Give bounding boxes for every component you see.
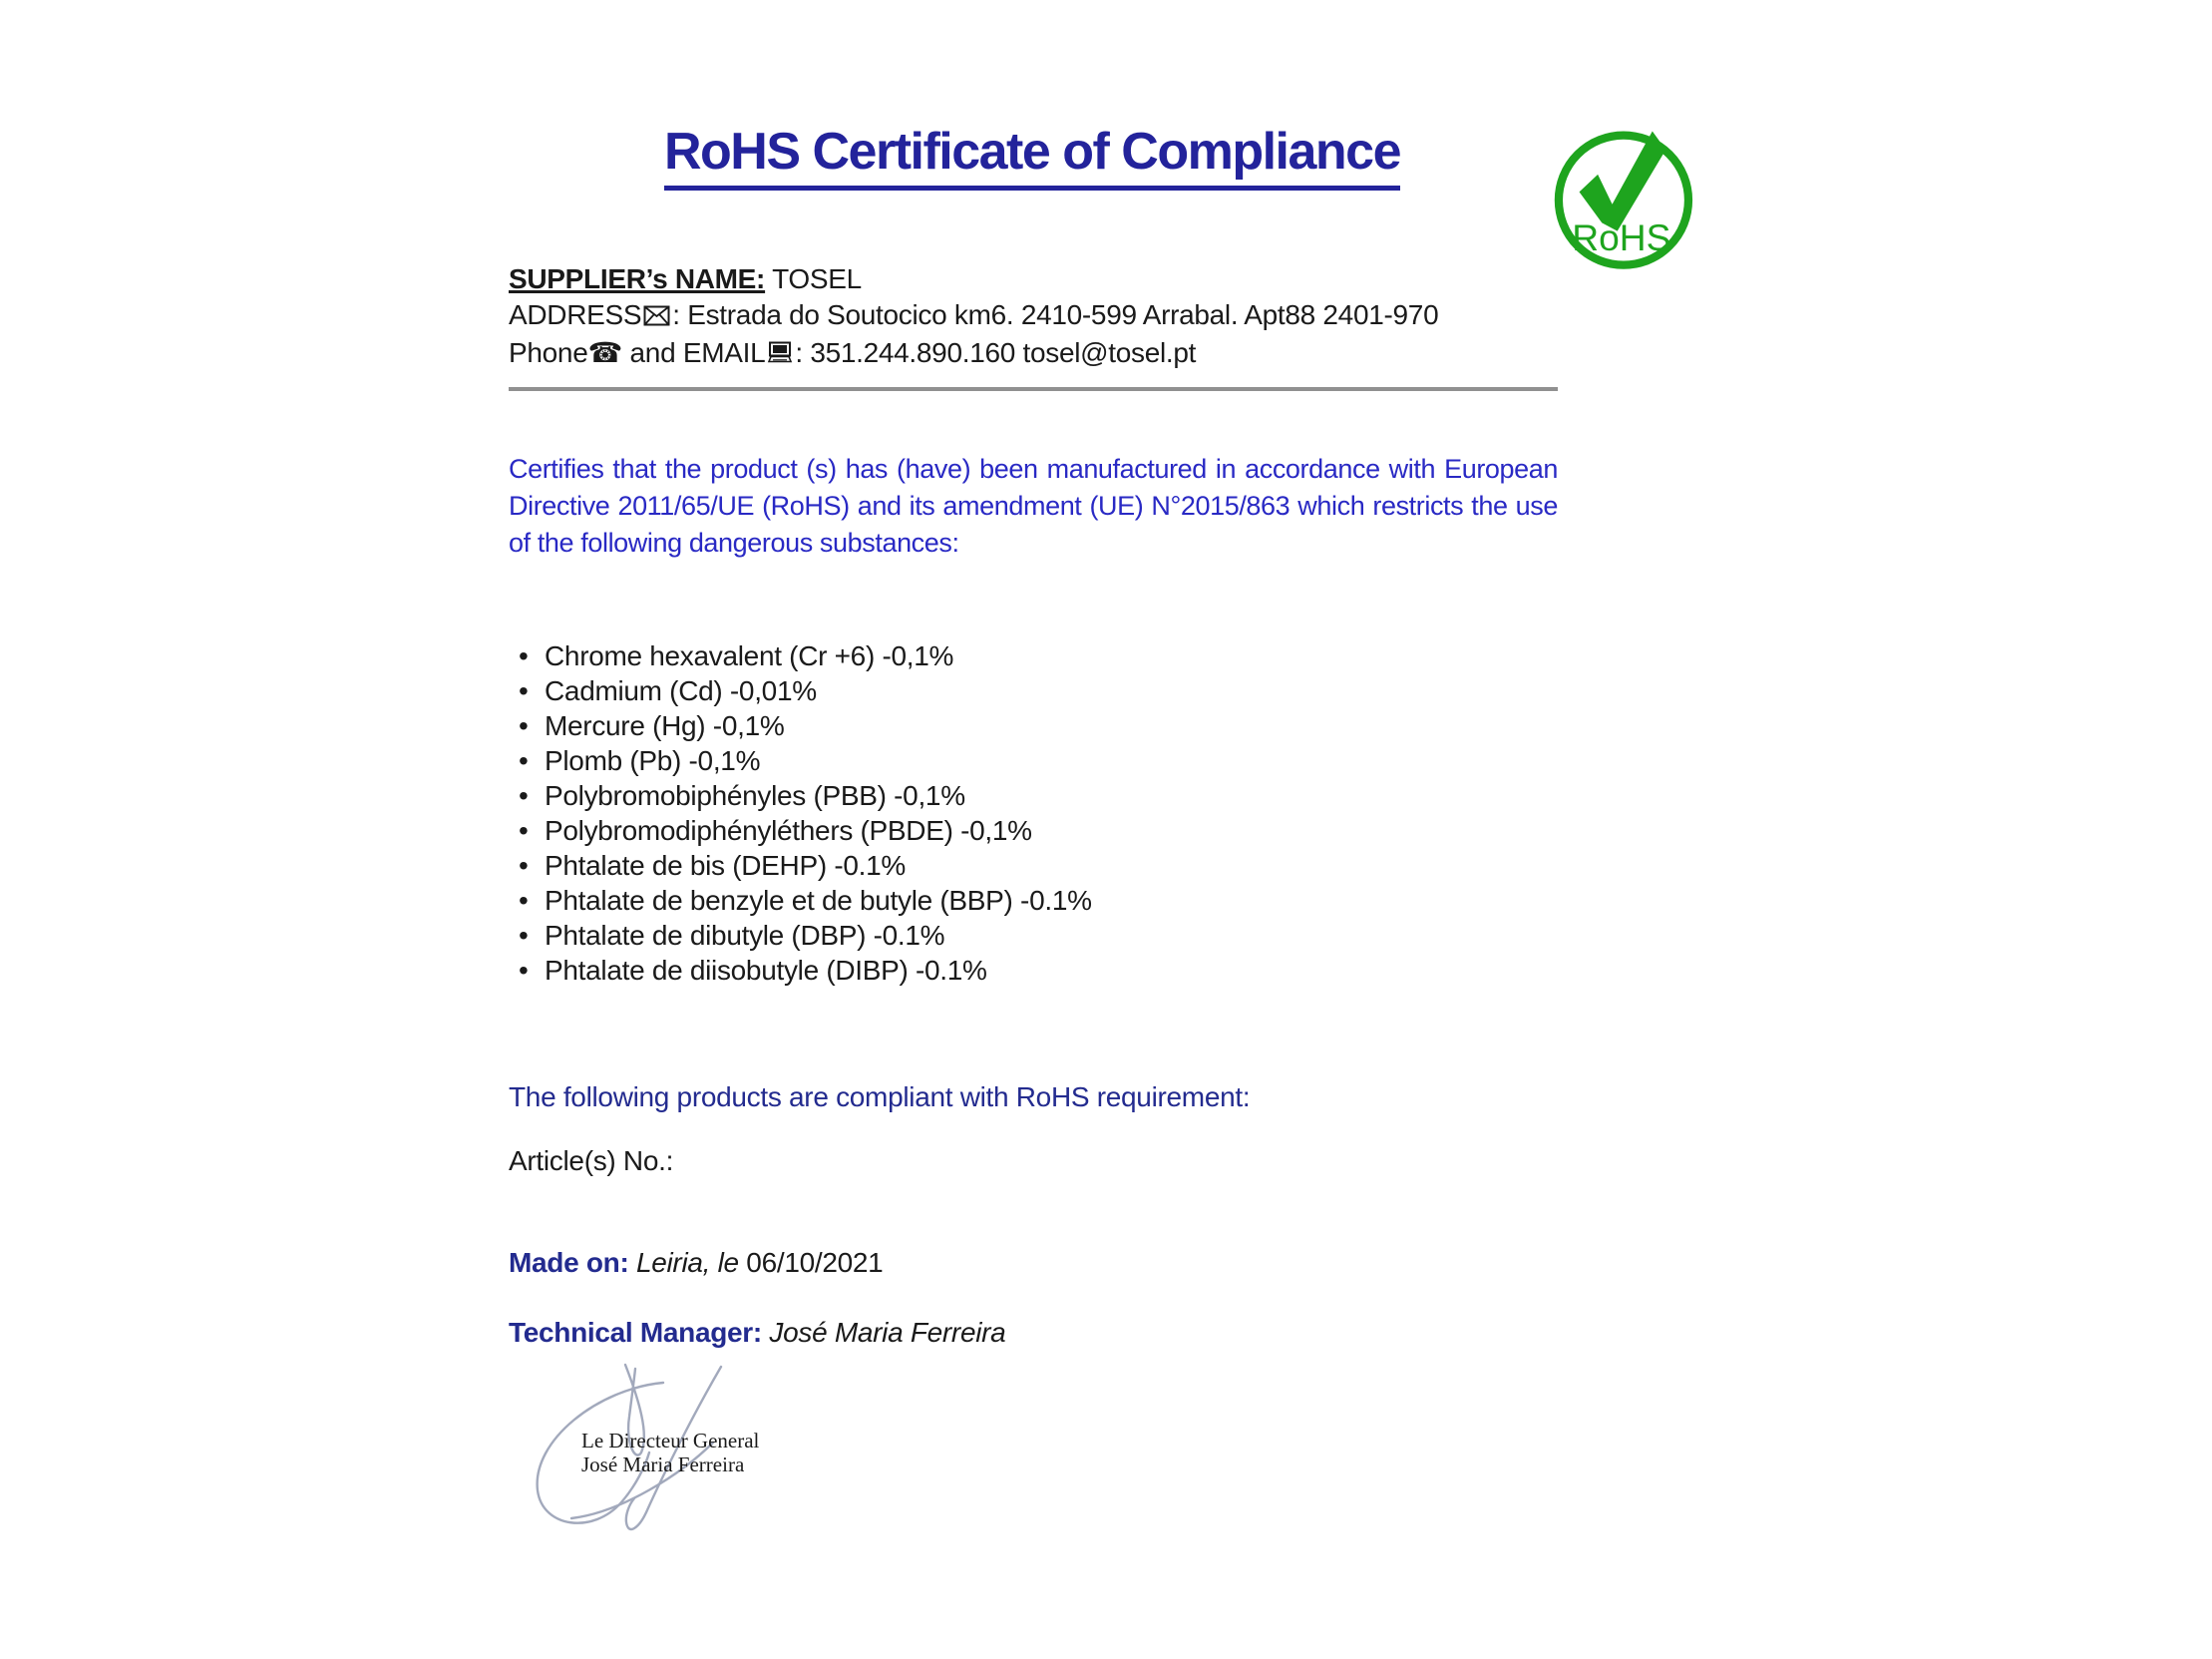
telephone-icon: ☎ [587, 336, 623, 369]
made-on-date: 06/10/2021 [738, 1247, 884, 1278]
technical-manager-line [509, 1317, 1005, 1349]
signature-name: José Maria Ferreira [581, 1452, 745, 1476]
substance-item-text: Phtalate de bis (DEHP) -0.1% [545, 850, 906, 881]
list-item [519, 673, 1516, 708]
address-line [509, 297, 1566, 335]
substance-item-text: Phtalate de dibutyle (DBP) -0.1% [545, 920, 945, 951]
substance-item-text: Phtalate de diisobutyle (DIBP) -0.1% [545, 955, 987, 986]
list-item [519, 953, 1516, 988]
rohs-logo-graphic [1548, 116, 1703, 275]
page-title [509, 122, 1556, 191]
address-label: ADDRESS [509, 299, 642, 330]
list-item [519, 883, 1516, 918]
substance-item-text: Plomb (Pb) -0,1% [545, 745, 761, 776]
bullet-marker: • [519, 710, 529, 741]
list-item [519, 638, 1516, 673]
list-item [519, 848, 1516, 883]
signature-caption [581, 1429, 759, 1476]
list-item [519, 918, 1516, 953]
made-on-label: Made on: [509, 1247, 629, 1278]
substance-item-text: Mercure (Hg) -0,1% [545, 710, 785, 741]
address-value: : Estrada do Soutocico km6. 2410-599 Arrabal. Apt88 2401-970 [672, 299, 1439, 330]
substance-item-text: Chrome hexavalent (Cr +6) -0,1% [545, 640, 954, 671]
divider-rule [509, 387, 1558, 391]
list-item [519, 778, 1516, 813]
articles-label: Article(s) No.: [509, 1145, 674, 1176]
compliance-statement: The following products are compliant with RoHS requirement: [509, 1081, 1251, 1112]
supplier-name-label: SUPPLIER’s NAME: [509, 263, 766, 294]
envelope-icon [643, 299, 670, 335]
rohs-logo [1548, 116, 1703, 275]
logo-label: RoHS [1572, 216, 1671, 259]
bullet-marker: • [519, 745, 529, 776]
substance-item-text: Phtalate de benzyle et de butyle (BBP) -0.1% [545, 885, 1092, 916]
page-title-text: RoHS Certificate of Compliance [664, 122, 1400, 191]
bullet-marker: • [519, 675, 529, 706]
computer-icon [767, 337, 793, 373]
substance-item-text: Cadmium (Cd) -0,01% [545, 675, 817, 706]
bullet-marker: • [519, 885, 529, 916]
technical-manager-value: José Maria Ferreira [761, 1317, 1006, 1348]
certification-statement: Certifies that the product (s) has (have) been manufactured in accordance with European Directive 2011/65/UE (RoHS) and its amendment (UE) N°2015/863 which restricts the use of the following dangerous substances: [509, 454, 1558, 558]
bullet-marker: • [519, 850, 529, 881]
bullet-marker: • [519, 920, 529, 951]
bullet-marker: • [519, 955, 529, 986]
phone-email-line [509, 335, 1566, 373]
technical-manager-label: Technical Manager: [509, 1317, 762, 1348]
made-on-place: Leiria, le [628, 1247, 739, 1278]
supplier-info [509, 261, 1566, 373]
list-item [519, 708, 1516, 743]
made-on-line [509, 1247, 883, 1279]
signature-title: Le Directeur General [581, 1429, 760, 1452]
email-label: and EMAIL [622, 337, 766, 368]
signature-block [514, 1363, 760, 1557]
phone-email-value: : 351.244.890.160 tosel@tosel.pt [795, 337, 1197, 368]
bullet-marker: • [519, 815, 529, 846]
list-item [519, 813, 1516, 848]
substances-list [519, 638, 1516, 988]
supplier-name-line [509, 261, 1566, 297]
supplier-name-value: TOSEL [765, 263, 862, 294]
list-item [519, 743, 1516, 778]
substance-item-text: Polybromobiphényles (PBB) -0,1% [545, 780, 965, 811]
substance-item-text: Polybromodiphényléthers (PBDE) -0,1% [545, 815, 1032, 846]
bullet-marker: • [519, 640, 529, 671]
phone-label: Phone [509, 337, 588, 368]
bullet-marker: • [519, 780, 529, 811]
